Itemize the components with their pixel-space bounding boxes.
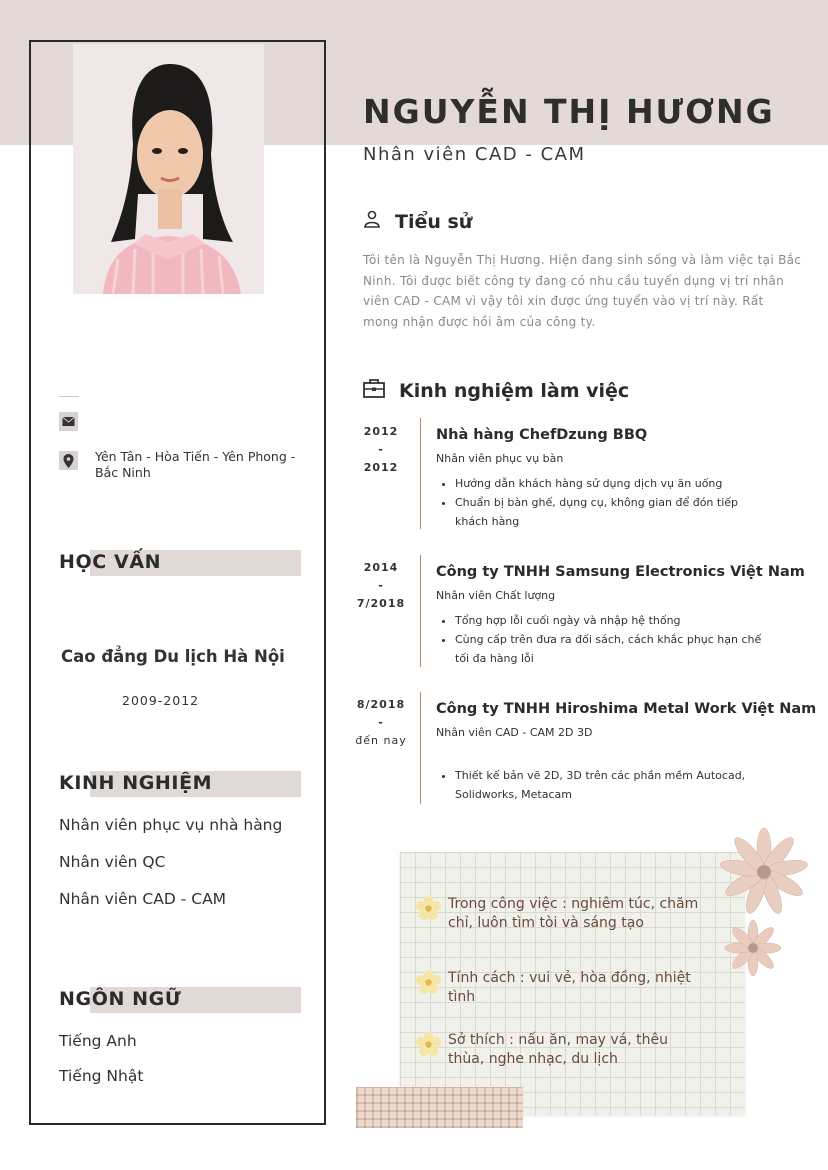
work-task-list bbox=[436, 474, 765, 531]
work-task: • Cùng cấp trên đưa ra đối sách, cách khắc phục hạn chế tối đa hàng lỗi bbox=[455, 630, 765, 668]
map-pin-icon bbox=[59, 451, 78, 470]
work-date bbox=[355, 696, 407, 750]
work-task: • Chuẩn bị bàn ghế, dụng cụ, không gian để đón tiếp khách hàng bbox=[455, 493, 765, 531]
contact-divider bbox=[59, 396, 79, 397]
work-task: • Hướng dẫn khách hàng sử dụng dịch vụ ăn uống bbox=[455, 474, 765, 493]
bio-heading-label: Tiểu sử bbox=[395, 210, 473, 233]
candidate-role: Nhân viên CAD - CAM bbox=[363, 144, 586, 165]
date-sep: - bbox=[378, 579, 384, 592]
work-heading bbox=[363, 378, 629, 403]
work-position: Nhân viên phục vụ bàn bbox=[436, 452, 564, 465]
work-task: • Tổng hợp lỗi cuối ngày và nhập hệ thống bbox=[455, 611, 765, 630]
trait-text: Trong công việc : nghiêm túc, chăm chỉ, luôn tìm tòi và sáng tạo bbox=[448, 896, 699, 931]
experience-item: Nhân viên CAD - CAM bbox=[59, 890, 227, 908]
timeline-line bbox=[420, 555, 421, 667]
trait-text: Tính cách : vui vẻ, hòa đồng, nhiệt tình bbox=[448, 970, 691, 1005]
education-school: Cao đẳng Du lịch Hà Nội bbox=[61, 647, 285, 666]
education-years: 2009-2012 bbox=[122, 693, 200, 708]
profile-photo bbox=[73, 44, 264, 294]
work-task-list bbox=[436, 766, 765, 804]
experience-heading: KINH NGHIỆM bbox=[59, 772, 213, 794]
candidate-name: NGUYỄN THỊ HƯƠNG bbox=[363, 92, 775, 131]
daisy-icon bbox=[723, 918, 783, 982]
work-heading-label: Kinh nghiệm làm việc bbox=[399, 379, 630, 402]
date-to: 7/2018 bbox=[356, 597, 406, 610]
work-task: • Thiết kế bản vẽ 2D, 3D trên các phần mềm Autocad, Solidworks, Metacam bbox=[455, 766, 765, 804]
bio-heading bbox=[363, 210, 472, 233]
work-position: Nhân viên Chất lượng bbox=[436, 589, 556, 602]
work-date bbox=[355, 423, 407, 477]
person-icon bbox=[363, 210, 381, 233]
tape-decoration bbox=[356, 1087, 523, 1128]
trait-item bbox=[415, 969, 703, 1007]
date-sep: - bbox=[378, 443, 384, 456]
date-sep: - bbox=[378, 716, 384, 729]
trait-text: Sở thích : nấu ăn, may vá, thêu thùa, nghe nhạc, du lịch bbox=[448, 1032, 669, 1067]
experience-item: Nhân viên QC bbox=[59, 853, 166, 871]
bio-text: Tôi tên là Nguyễn Thị Hương. Hiện đang sinh sống và làm việc tại Bắc Ninh. Tôi được biết công ty đang có nhu cầu tuyển dụng vị trí nhân viên CAD - CAM vì vậy tôi xin được ứng tuyển vào vị trí này. Rất mong nhận được hồi âm của công ty. bbox=[363, 253, 802, 330]
work-date bbox=[355, 559, 407, 613]
date-to: đến nay bbox=[355, 734, 407, 747]
envelope-icon bbox=[59, 412, 78, 431]
work-company: Công ty TNHH Samsung Electronics Việt Nam bbox=[436, 564, 805, 580]
language-heading: NGÔN NGỮ bbox=[59, 988, 182, 1010]
trait-item bbox=[415, 1031, 703, 1069]
flower-icon bbox=[415, 1031, 442, 1062]
work-position: Nhân viên CAD - CAM 2D 3D bbox=[436, 726, 593, 739]
language-item: Tiếng Nhật bbox=[59, 1067, 144, 1085]
flower-icon bbox=[415, 895, 442, 926]
language-item: Tiếng Anh bbox=[59, 1032, 137, 1050]
address-text: Yên Tân - Hòa Tiến - Yên Phong - Bắc Ninh bbox=[95, 449, 296, 480]
briefcase-icon bbox=[363, 378, 385, 403]
daisy-icon bbox=[716, 826, 812, 922]
work-company: Công ty TNHH Hiroshima Metal Work Việt Nam bbox=[436, 701, 817, 717]
flower-icon bbox=[415, 969, 442, 1000]
timeline-line bbox=[420, 692, 421, 804]
experience-item: Nhân viên phục vụ nhà hàng bbox=[59, 816, 283, 834]
date-from: 2014 bbox=[363, 561, 399, 574]
date-to: 2012 bbox=[363, 461, 399, 474]
date-from: 2012 bbox=[363, 425, 399, 438]
date-from: 8/2018 bbox=[356, 698, 406, 711]
trait-item bbox=[415, 895, 703, 933]
education-heading: HỌC VẤN bbox=[59, 551, 162, 573]
work-task-list bbox=[436, 611, 765, 668]
work-company: Nhà hàng ChefDzung BBQ bbox=[436, 427, 648, 443]
timeline-line bbox=[420, 418, 421, 529]
